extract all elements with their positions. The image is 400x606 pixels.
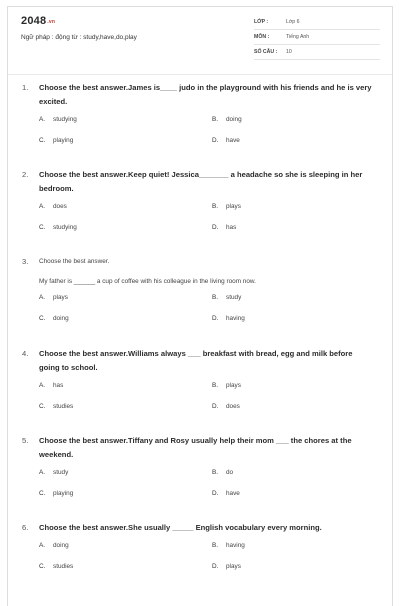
question-number: 5.	[22, 436, 29, 445]
option-letter: C.	[39, 315, 46, 322]
option-letter: B.	[212, 469, 219, 476]
option-letter: B.	[212, 294, 219, 301]
option-text: have	[226, 137, 240, 144]
option-text: study	[53, 469, 69, 476]
option-a[interactable]	[39, 294, 68, 301]
question-2	[22, 168, 372, 247]
option-letter: B.	[212, 116, 219, 123]
option-text: plays	[226, 203, 241, 210]
question-number: 1.	[22, 83, 29, 92]
option-b[interactable]	[212, 382, 241, 389]
option-a[interactable]	[39, 382, 63, 389]
logo-tld: .vn	[47, 19, 56, 25]
option-letter: B.	[212, 203, 219, 210]
option-c[interactable]	[39, 224, 77, 231]
option-c[interactable]	[39, 315, 69, 322]
question-number: 6.	[22, 523, 29, 532]
option-c[interactable]	[39, 137, 73, 144]
option-d[interactable]	[212, 490, 240, 497]
question-text: Choose the best answer.James is____ judo in the playground with his friends and he is very excited.	[39, 83, 372, 106]
option-letter: A.	[39, 469, 46, 476]
meta-row-class	[254, 15, 380, 30]
option-letter: C.	[39, 403, 46, 410]
question-sentence: My father is ______ a cup of coffee with his colleague in the living room now.	[39, 278, 256, 285]
option-c[interactable]	[39, 490, 73, 497]
question-1	[22, 81, 372, 160]
logo-text: 2048	[21, 15, 47, 27]
option-text: plays	[226, 563, 241, 570]
option-b[interactable]	[212, 542, 245, 549]
option-letter: C.	[39, 563, 46, 570]
worksheet-page	[7, 6, 393, 606]
option-text: does	[226, 403, 240, 410]
option-text: plays	[53, 294, 68, 301]
option-b[interactable]	[212, 294, 241, 301]
option-c[interactable]	[39, 563, 73, 570]
question-4	[22, 347, 372, 426]
option-text: playing	[53, 490, 74, 497]
option-a[interactable]	[39, 542, 69, 549]
worksheet-header	[8, 7, 392, 69]
option-text: does	[53, 203, 67, 210]
option-text: having	[226, 542, 245, 549]
option-text: studying	[53, 224, 77, 231]
meta-label: LỚP :	[254, 19, 269, 25]
option-text: doing	[53, 542, 69, 549]
option-d[interactable]	[212, 224, 236, 231]
option-a[interactable]	[39, 203, 67, 210]
meta-label: MÔN :	[254, 34, 270, 40]
option-a[interactable]	[39, 469, 68, 476]
option-b[interactable]	[212, 116, 242, 123]
option-letter: D.	[212, 490, 219, 497]
question-text: Choose the best answer.	[39, 258, 110, 265]
meta-value: 10	[286, 49, 292, 55]
question-text: Choose the best answer.She usually _____ English vocabulary every morning.	[39, 523, 322, 532]
option-text: plays	[226, 382, 241, 389]
option-b[interactable]	[212, 469, 233, 476]
option-text: has	[226, 224, 237, 231]
meta-label: SỐ CÂU :	[254, 49, 278, 55]
question-number: 2.	[22, 170, 29, 179]
question-number: 3.	[22, 257, 29, 266]
option-text: studies	[53, 563, 74, 570]
option-text: studies	[53, 403, 74, 410]
site-logo[interactable]	[21, 15, 55, 27]
option-letter: B.	[212, 542, 219, 549]
option-letter: D.	[212, 563, 219, 570]
option-letter: C.	[39, 137, 46, 144]
meta-value: Lớp 6	[286, 19, 300, 25]
meta-row-subject	[254, 30, 380, 45]
option-text: doing	[226, 116, 242, 123]
option-letter: C.	[39, 224, 46, 231]
option-d[interactable]	[212, 137, 240, 144]
question-text: Choose the best answer.Tiffany and Rosy usually help their mom ___ the chores at the weekend.	[39, 436, 352, 459]
worksheet-topic: Ngữ pháp : động từ : study,have,do,play	[21, 34, 137, 41]
option-text: study	[226, 294, 242, 301]
option-text: studying	[53, 116, 77, 123]
option-text: do	[226, 469, 234, 476]
option-letter: A.	[39, 203, 46, 210]
header-divider	[8, 74, 392, 75]
option-c[interactable]	[39, 403, 73, 410]
worksheet-meta	[254, 15, 380, 60]
question-5	[22, 434, 372, 513]
option-text: having	[226, 315, 245, 322]
option-letter: D.	[212, 224, 219, 231]
question-number: 4.	[22, 349, 29, 358]
meta-row-count	[254, 45, 380, 60]
option-a[interactable]	[39, 116, 77, 123]
option-letter: B.	[212, 382, 219, 389]
question-text: Choose the best answer.Williams always ___ breakfast with bread, egg and milk before going to school.	[39, 349, 353, 372]
option-letter: D.	[212, 137, 219, 144]
option-b[interactable]	[212, 203, 241, 210]
question-3	[22, 255, 372, 338]
option-d[interactable]	[212, 403, 240, 410]
meta-value: Tiếng Anh	[286, 34, 310, 40]
option-text: has	[53, 382, 64, 389]
option-text: have	[226, 490, 240, 497]
question-text: Choose the best answer.Keep quiet! Jessica_______ a headache so she is sleeping in her bedroom.	[39, 170, 363, 193]
option-text: playing	[53, 137, 74, 144]
option-d[interactable]	[212, 563, 241, 570]
option-d[interactable]	[212, 315, 245, 322]
option-letter: A.	[39, 542, 46, 549]
option-letter: C.	[39, 490, 46, 497]
option-text: doing	[53, 315, 69, 322]
option-letter: D.	[212, 403, 219, 410]
question-6	[22, 521, 372, 586]
option-letter: D.	[212, 315, 219, 322]
option-letter: A.	[39, 116, 46, 123]
option-letter: A.	[39, 294, 46, 301]
option-letter: A.	[39, 382, 46, 389]
